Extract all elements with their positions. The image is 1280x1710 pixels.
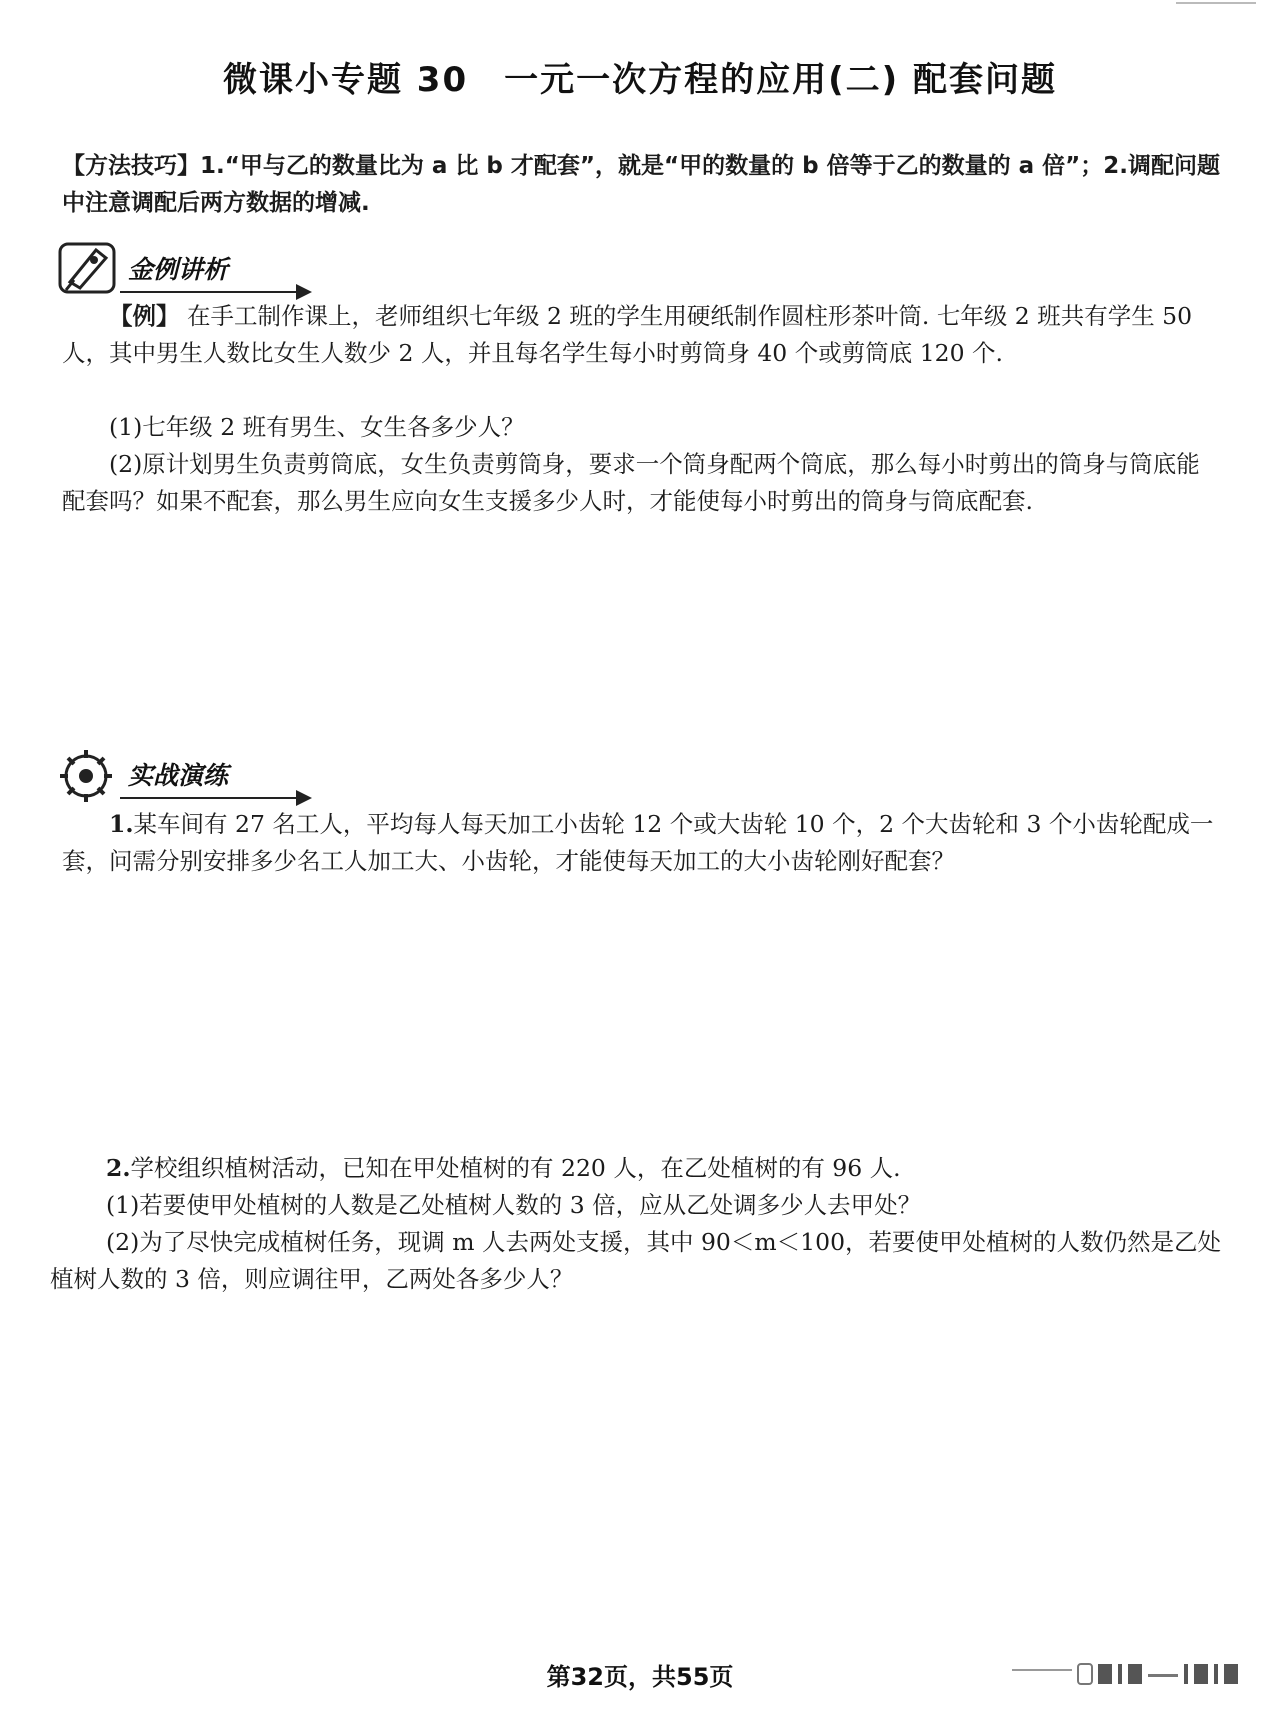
practice-problem-1	[62, 806, 1222, 880]
section-heading-practice: 实战演练	[128, 761, 229, 790]
problem-1-number: 1.	[109, 810, 134, 838]
section-banner-practice	[56, 742, 316, 812]
example-question-2: (2)原计划男生负责剪筒底，女生负责剪筒身，要求一个筒身配两个筒底，那么每小时剪出的筒身与筒底能配套吗？如果不配套，那么男生应向女生支援多少人时，才能使每小时剪出的筒身与筒底配套.	[62, 450, 1200, 515]
problem-2-question-2: (2)为了尽快完成植树任务，现调 m 人去两处支援，其中 90＜m＜100，若要使甲处植树的人数仍然是乙处植树人数的 3 倍，则应调往甲，乙两处各多少人？	[50, 1228, 1222, 1293]
problem-1-text: 某车间有 27 名工人，平均每人每天加工小齿轮 12 个或大齿轮 10 个，2 个大齿轮和 3 个小齿轮配成一套，问需分别安排多少名工人加工大、小齿轮，才能使每天加工的大小齿轮刚好配套？	[62, 810, 1214, 875]
problem-2-number: 2.	[106, 1154, 131, 1182]
example-text: 在手工制作课上，老师组织七年级 2 班的学生用硬纸制作圆柱形茶叶筒. 七年级 2 班共有学生 50 人，其中男生人数比女生人数少 2 人，并且每名学生每小时剪筒身 40 个或剪筒底 120 个.	[62, 302, 1193, 367]
example-question-1: (1)七年级 2 班有男生、女生各多少人？	[109, 413, 525, 441]
example-label: 【例】	[109, 302, 180, 330]
method-tip: 【方法技巧】1.“甲与乙的数量比为 a 比 b 才配套”，就是“甲的数量的 b 倍等于乙的数量的 a 倍”；2.调配问题中注意调配后两方数据的增减.	[62, 153, 1220, 216]
practice-problem-2	[106, 1150, 1222, 1187]
title-topic-name: 一元一次方程的应用(二) 配套问题	[504, 60, 1058, 100]
problem-2-text: 学校组织植树活动，已知在甲处植树的有 220 人，在乙处植树的有 96 人.	[130, 1154, 901, 1182]
corner-dots-decoration	[1176, 0, 1256, 8]
title-topic-number: 微课小专题 30	[222, 60, 469, 100]
example-problem	[62, 298, 1222, 372]
section-heading-example: 金例讲析	[128, 255, 229, 284]
watermark-decoration	[1012, 1660, 1252, 1690]
page-title	[0, 52, 1280, 101]
section-banner-example	[56, 236, 316, 306]
page-footer: 第32页，共55页	[546, 1663, 734, 1691]
problem-2-question-1: (1)若要使甲处植树的人数是乙处植树人数的 3 倍，应从乙处调多少人去甲处？	[106, 1191, 922, 1219]
